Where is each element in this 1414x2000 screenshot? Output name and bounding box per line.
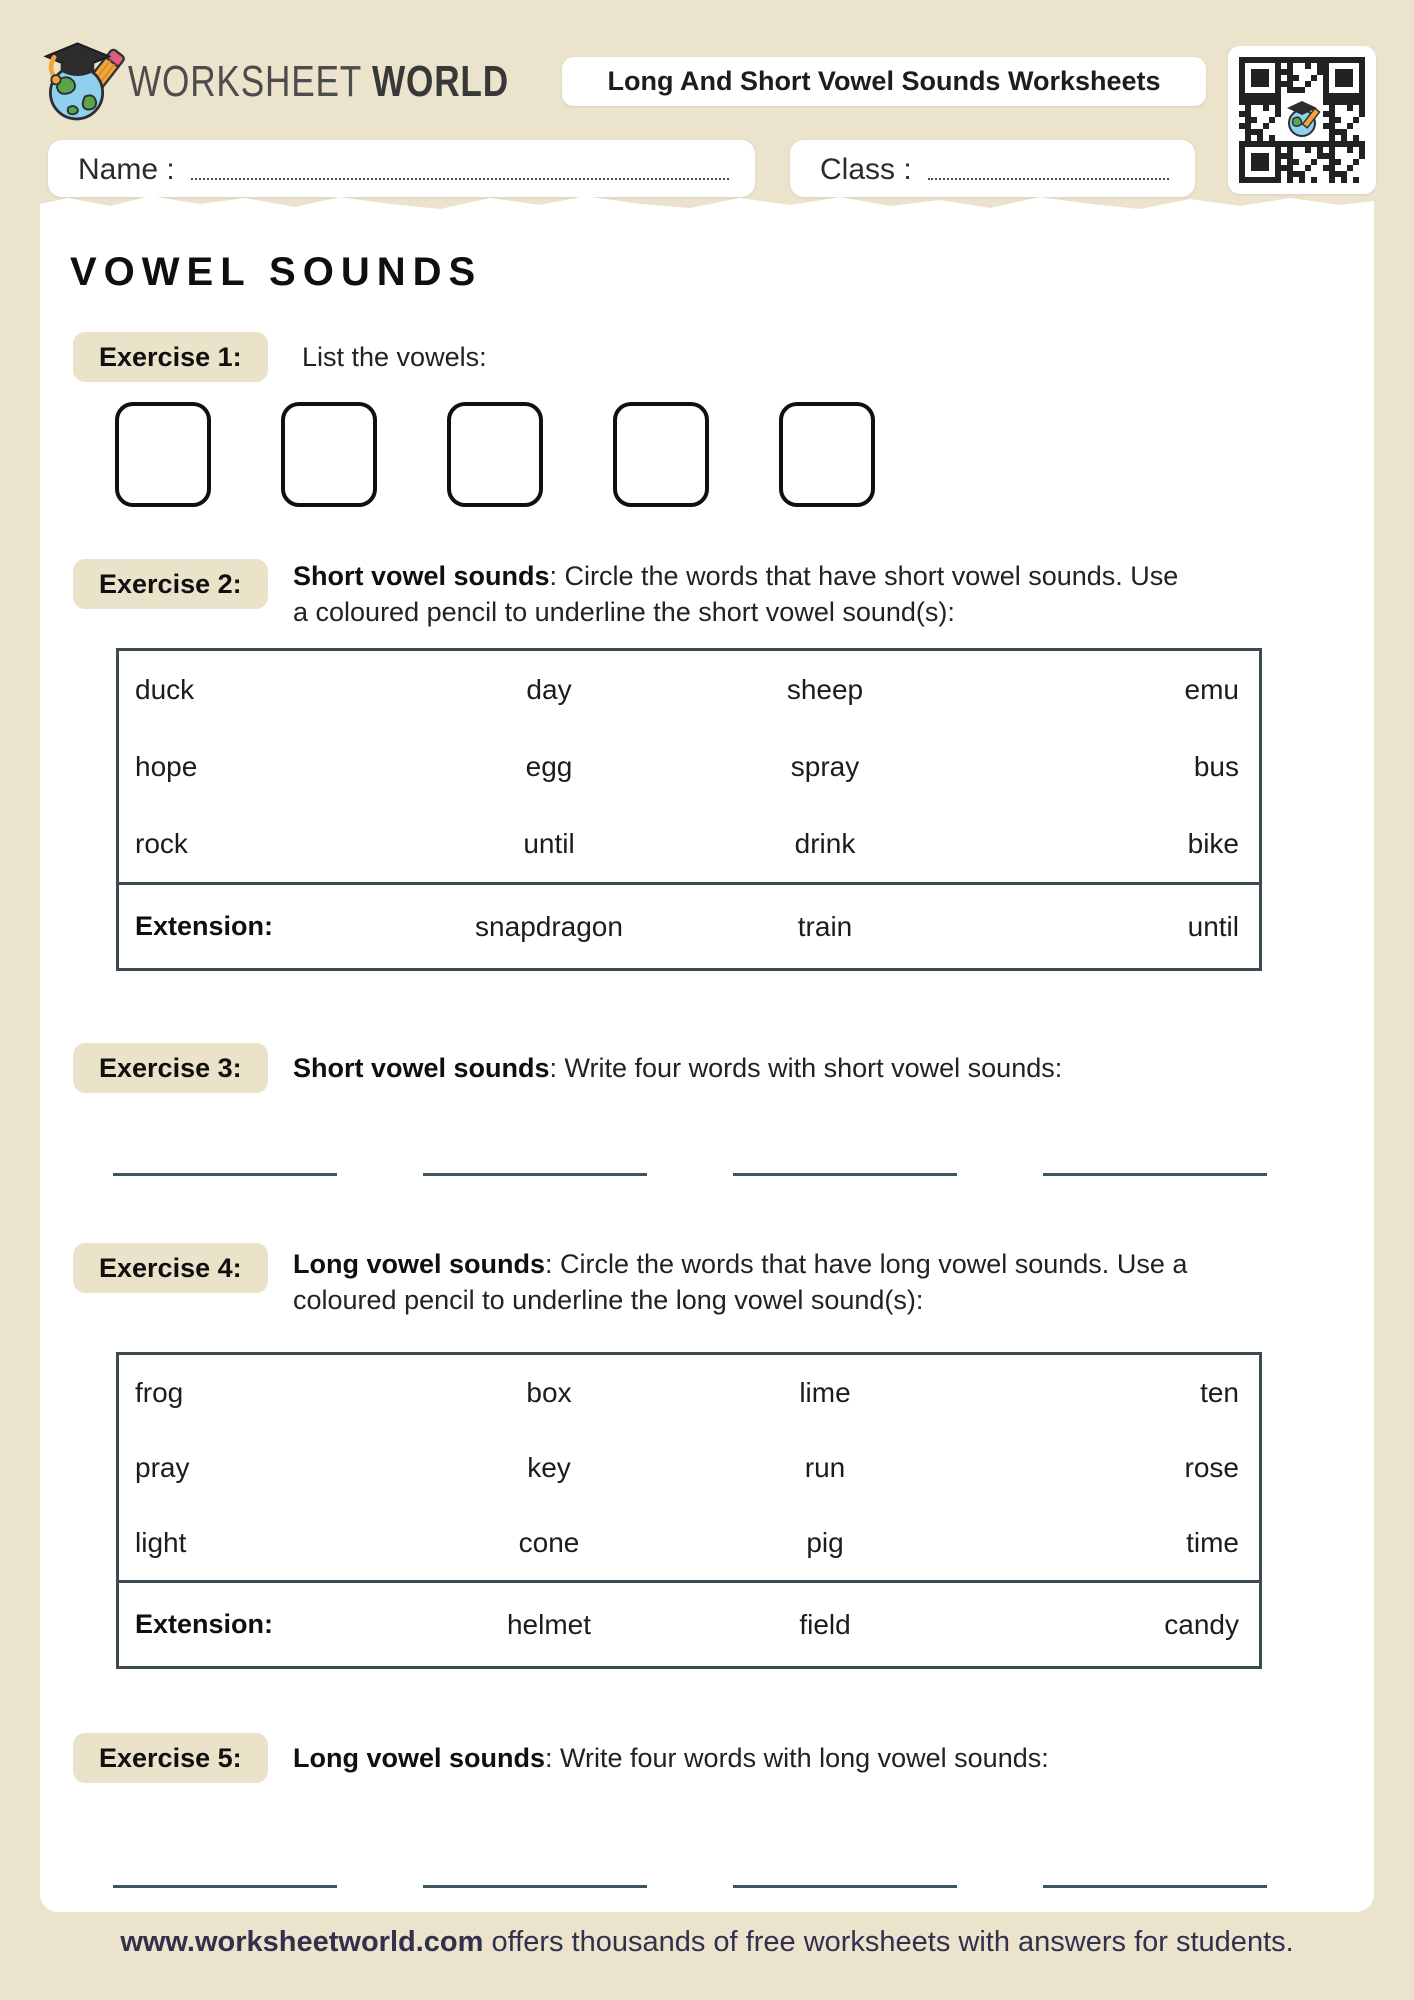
- word[interactable]: box: [526, 1376, 572, 1408]
- word[interactable]: duck: [135, 673, 195, 705]
- word[interactable]: until: [523, 827, 575, 859]
- instruction-text: : Write four words with short vowel sounds:: [549, 1053, 1063, 1083]
- instruction-bold: Short vowel sounds: [293, 1053, 550, 1083]
- vowel-box[interactable]: [779, 402, 875, 507]
- qr-code: [1228, 46, 1376, 194]
- name-label: Name :: [78, 153, 175, 186]
- vowel-box[interactable]: [447, 402, 543, 507]
- vowel-answer-boxes: [115, 402, 875, 507]
- word-row: [119, 805, 1259, 882]
- extension-word[interactable]: helmet: [506, 1608, 592, 1640]
- footer-tagline: offers thousands of free worksheets with answers for students.: [483, 1926, 1294, 1958]
- footer-url: www.worksheetworld.com: [120, 1926, 484, 1958]
- word-row: [119, 728, 1259, 805]
- word[interactable]: hope: [135, 750, 198, 782]
- extension-row: [119, 882, 1259, 968]
- answer-line[interactable]: [423, 1872, 647, 1888]
- word[interactable]: day: [526, 673, 572, 705]
- short-vowel-word-table: [116, 648, 1262, 971]
- answer-line[interactable]: [733, 1872, 957, 1888]
- worksheet-title-text: Long And Short Vowel Sounds Worksheets: [607, 66, 1161, 96]
- word[interactable]: lime: [799, 1376, 851, 1408]
- word[interactable]: ten: [1200, 1376, 1239, 1408]
- class-field: [790, 140, 1195, 197]
- page-title: VOWEL SOUNDS: [70, 250, 483, 294]
- name-write-line[interactable]: [191, 178, 729, 180]
- answer-line[interactable]: [113, 1872, 337, 1888]
- word[interactable]: light: [135, 1526, 187, 1558]
- word[interactable]: bike: [1187, 827, 1239, 859]
- exercise-4-instruction: [293, 1246, 1203, 1318]
- exercise-3-instruction: [293, 1043, 1062, 1093]
- exercise-5-instruction: [293, 1733, 1049, 1783]
- word[interactable]: rock: [135, 827, 188, 859]
- footer-text: [0, 1922, 1414, 1962]
- vowel-box[interactable]: [613, 402, 709, 507]
- vowel-box[interactable]: [115, 402, 211, 507]
- word[interactable]: emu: [1184, 673, 1239, 705]
- worksheet-world-logo-icon: [42, 38, 126, 128]
- worksheet-title-pill: [562, 57, 1206, 106]
- extension-word[interactable]: candy: [1164, 1608, 1239, 1640]
- instruction-bold: Long vowel sounds: [293, 1249, 546, 1279]
- exercise-3-answer-lines: [113, 1160, 1267, 1176]
- extension-label: Extension:: [135, 1609, 274, 1639]
- class-label: Class :: [820, 153, 912, 186]
- extension-word[interactable]: field: [799, 1608, 851, 1640]
- word[interactable]: key: [527, 1451, 571, 1483]
- brand-word-worksheet: WORKSHEET: [128, 57, 362, 106]
- extension-word[interactable]: snapdragon: [475, 910, 623, 942]
- exercise-5-badge: Exercise 5:: [73, 1733, 268, 1783]
- word[interactable]: drink: [794, 827, 856, 859]
- long-vowel-word-table: [116, 1352, 1262, 1669]
- exercise-5-answer-lines: [113, 1872, 1267, 1888]
- name-field: [48, 140, 755, 197]
- word[interactable]: spray: [790, 750, 860, 782]
- instruction-text: : Write four words with long vowel sounds:: [545, 1743, 1049, 1773]
- answer-line[interactable]: [1043, 1872, 1267, 1888]
- word[interactable]: rose: [1184, 1451, 1239, 1483]
- word[interactable]: egg: [525, 750, 573, 782]
- word-row: [119, 1355, 1259, 1430]
- word[interactable]: pig: [806, 1526, 844, 1558]
- word-row: [119, 1505, 1259, 1580]
- word[interactable]: pray: [135, 1451, 190, 1483]
- exercise-1-instruction: [302, 332, 487, 382]
- exercise-2-badge: Exercise 2:: [73, 559, 268, 609]
- word[interactable]: bus: [1193, 750, 1239, 782]
- extension-label: Extension:: [135, 911, 274, 941]
- instruction-bold: Short vowel sounds: [293, 561, 550, 591]
- instruction-text: List the vowels:: [302, 342, 487, 372]
- extension-word[interactable]: train: [797, 910, 853, 942]
- extension-row: [119, 1580, 1259, 1666]
- word[interactable]: time: [1186, 1526, 1239, 1558]
- exercise-1-badge: Exercise 1:: [73, 332, 268, 382]
- answer-line[interactable]: [423, 1160, 647, 1176]
- extension-word[interactable]: until: [1187, 910, 1239, 942]
- exercise-3-badge: Exercise 3:: [73, 1043, 268, 1093]
- brand-wordmark: [128, 58, 509, 106]
- exercise-4-badge: Exercise 4:: [73, 1243, 268, 1293]
- instruction-text: : Circle the words that have short vowel sounds. Use a coloured pencil to underline the short vowel sound(s):: [293, 561, 1179, 627]
- word[interactable]: frog: [135, 1376, 184, 1408]
- vowel-box[interactable]: [281, 402, 377, 507]
- word[interactable]: run: [804, 1451, 846, 1483]
- instruction-bold: Long vowel sounds: [293, 1743, 546, 1773]
- word[interactable]: cone: [518, 1526, 580, 1558]
- exercise-2-instruction: [293, 558, 1183, 630]
- instruction-text: : Circle the words that have long vowel sounds. Use a coloured pencil to underline the long vowel sound(s):: [293, 1249, 1188, 1315]
- answer-line[interactable]: [733, 1160, 957, 1176]
- word[interactable]: sheep: [786, 673, 864, 705]
- qr-center-logo-icon: [1287, 101, 1320, 136]
- brand-word-world: WORLD: [372, 57, 509, 106]
- word-row: [119, 651, 1259, 728]
- answer-line[interactable]: [1043, 1160, 1267, 1176]
- class-write-line[interactable]: [928, 178, 1169, 180]
- torn-paper-edge: [40, 192, 1374, 216]
- answer-line[interactable]: [113, 1160, 337, 1176]
- word-row: [119, 1430, 1259, 1505]
